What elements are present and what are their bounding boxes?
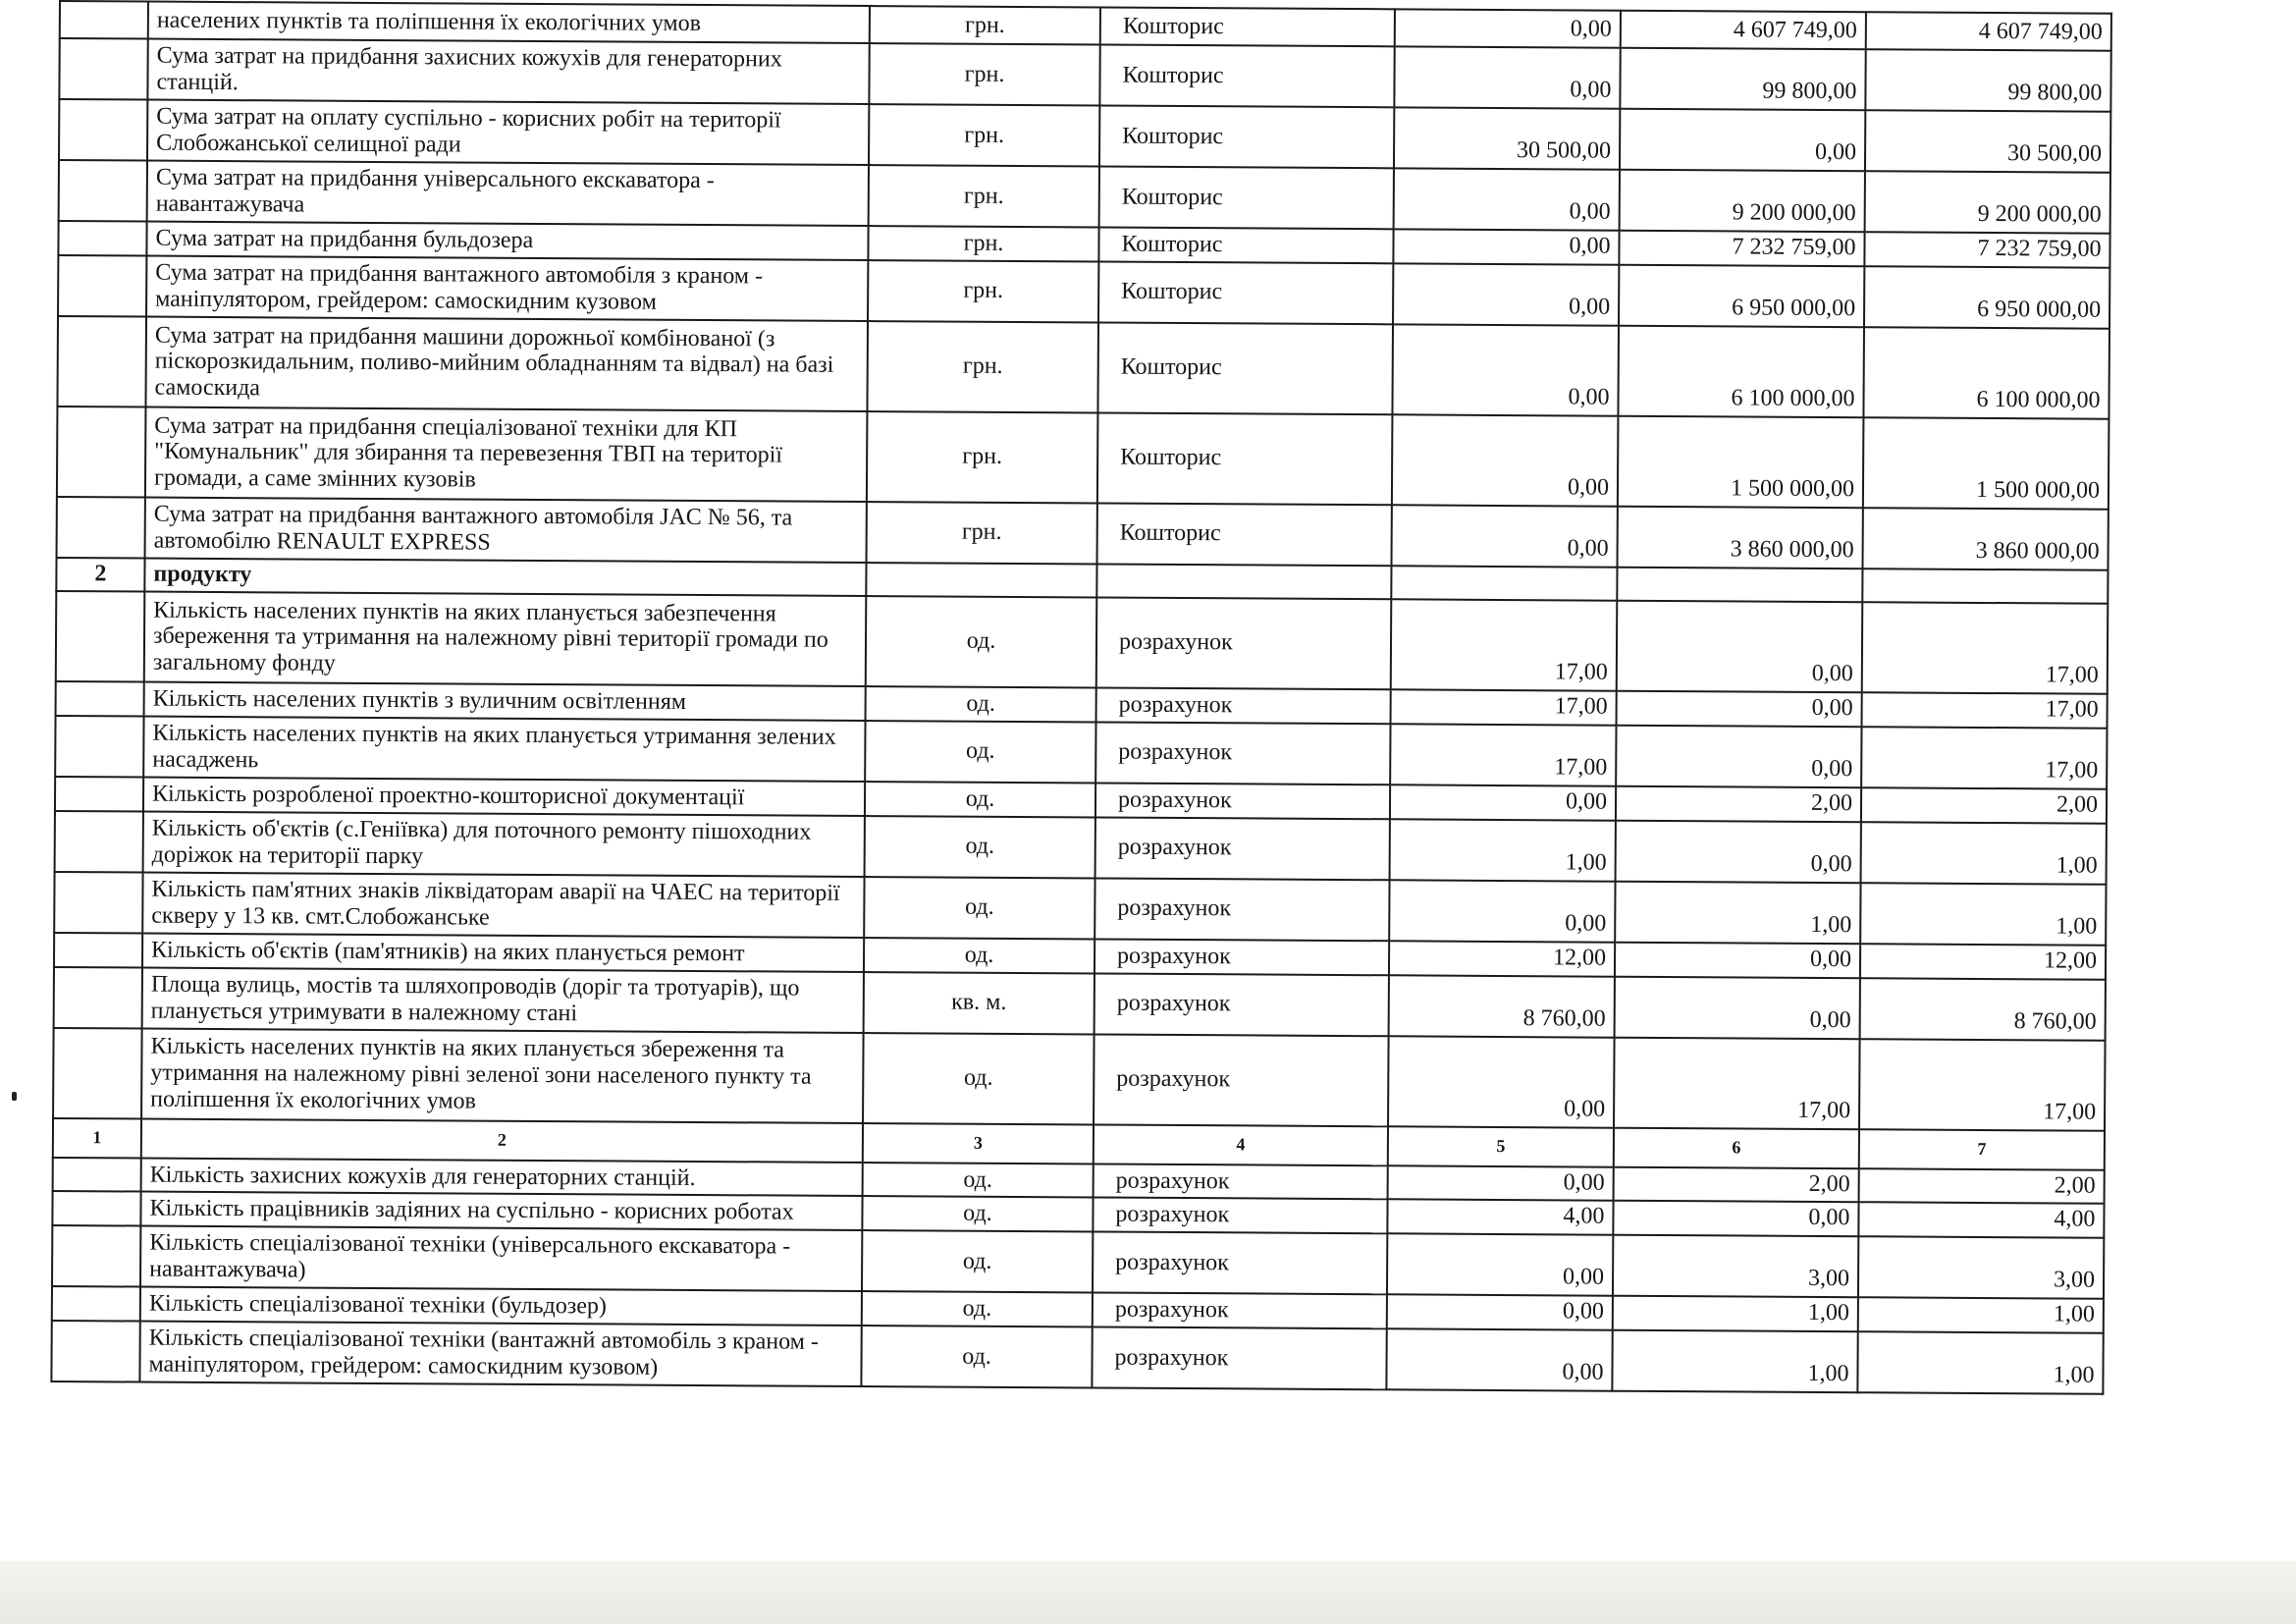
unit-cell: грн.	[868, 260, 1098, 322]
value-special-fund-cell: 3,00	[1613, 1235, 1858, 1298]
value-special-fund-cell: 0,00	[1615, 976, 1860, 1039]
scan-bottom-margin	[0, 1561, 2296, 1624]
indicator-name-cell: Кількість працівників задіяних на суспільно - корисних роботах	[140, 1192, 862, 1230]
unit-cell: грн.	[869, 43, 1099, 105]
value-total-cell: 6 100 000,00	[1863, 327, 2109, 419]
indicator-name-cell: Кількість спеціалізованої техніки (універсального екскаватора - навантажувача)	[140, 1226, 862, 1291]
value-total-cell: 6 950 000,00	[1864, 266, 2109, 329]
value-total-cell: 8 760,00	[1860, 978, 2106, 1041]
source-cell: розрахунок	[1095, 783, 1390, 819]
value-total-cell: 17,00	[1862, 692, 2108, 728]
row-number-cell	[57, 406, 146, 498]
value-general-fund-cell: 0,00	[1393, 263, 1619, 325]
row-number-cell	[59, 160, 147, 222]
row-number-cell	[52, 1286, 140, 1321]
value-special-fund-cell: 1 500 000,00	[1618, 416, 1864, 509]
unit-cell: од.	[865, 782, 1095, 817]
scan-mark	[12, 1092, 17, 1101]
value-special-fund-cell: 99 800,00	[1620, 48, 1865, 111]
value-total-cell: 1,00	[1860, 883, 2106, 946]
indicator-name-cell: Кількість населених пунктів з вуличним освітленням	[144, 681, 866, 720]
value-special-fund-cell: 6 100 000,00	[1618, 326, 1864, 418]
value-special-fund-cell: 0,00	[1616, 725, 1861, 787]
value-special-fund-cell: 0,00	[1615, 942, 1860, 977]
unit-cell: од.	[863, 1033, 1095, 1124]
source-cell: розрахунок	[1094, 1164, 1388, 1200]
table-row	[57, 316, 2109, 419]
value-special-fund-cell: 1,00	[1615, 881, 1860, 944]
unit-cell: од.	[866, 596, 1097, 687]
column-number-cell: 2	[141, 1118, 863, 1162]
source-cell: Кошторис	[1097, 412, 1393, 505]
value-total-cell: 17,00	[1861, 727, 2107, 789]
value-general-fund-cell: 17,00	[1391, 689, 1617, 725]
source-cell: розрахунок	[1095, 722, 1390, 785]
unit-cell: од.	[864, 877, 1095, 939]
value-total-cell: 7 232 759,00	[1864, 232, 2109, 267]
value-special-fund-cell: 3 860 000,00	[1618, 507, 1863, 569]
value-total-cell: 3,00	[1858, 1236, 2104, 1299]
value-general-fund-cell: 0,00	[1387, 1234, 1613, 1296]
unit-cell: грн.	[868, 226, 1098, 261]
column-number-cell: 5	[1388, 1126, 1614, 1166]
source-cell: Кошторис	[1099, 166, 1394, 229]
value-special-fund-cell: 4 607 749,00	[1621, 11, 1866, 50]
indicator-name-cell: Кількість населених пунктів на яких планується утримання зелених насаджень	[143, 716, 865, 781]
value-general-fund-cell: 12,00	[1389, 941, 1615, 976]
indicator-name-cell: Сума затрат на придбання машини дорожньої комбінованої (з піскорозкидальним, поливо-мийним обладнанням та відвал) на базі самоскида	[145, 316, 868, 410]
value-special-fund-cell: 9 200 000,00	[1620, 170, 1865, 233]
source-cell: розрахунок	[1095, 878, 1389, 941]
value-general-fund-cell: 0,00	[1392, 414, 1619, 506]
source-cell: розрахунок	[1095, 817, 1390, 880]
source-cell: Кошторис	[1099, 105, 1394, 168]
source-cell: розрахунок	[1096, 597, 1392, 689]
value-general-fund-cell: 0,00	[1392, 505, 1618, 567]
value-special-fund-cell: 0,00	[1617, 601, 1863, 693]
section-title: продукту	[144, 558, 866, 595]
row-number-cell	[56, 681, 144, 716]
value-total-cell: 3 860 000,00	[1862, 508, 2108, 570]
value-general-fund-cell: 0,00	[1393, 229, 1619, 264]
value-general-fund-cell: 17,00	[1391, 599, 1618, 690]
column-number-cell: 4	[1094, 1124, 1388, 1165]
value-special-fund-cell: 1,00	[1613, 1296, 1858, 1331]
value-total-cell: 1,00	[1857, 1331, 2103, 1394]
value-total-cell: 17,00	[1862, 602, 2109, 694]
indicator-name-cell: Кількість населених пунктів на яких планується забезпечення збереження та утримання на належному рівні території громади по загальному фонду	[144, 591, 867, 685]
row-number-cell	[56, 591, 145, 682]
value-total-cell: 99 800,00	[1865, 49, 2110, 112]
value-general-fund-cell: 17,00	[1390, 724, 1616, 785]
row-number-cell	[54, 966, 142, 1028]
value-special-fund-cell: 1,00	[1612, 1330, 1857, 1393]
unit-cell: кв. м.	[864, 972, 1095, 1034]
section-number: 2	[56, 558, 144, 592]
indicator-name-cell: Сума затрат на оплату суспільно - корисних робіт на території Слобожанської селищної ради	[147, 100, 869, 165]
source-cell: Кошторис	[1097, 503, 1392, 566]
row-number-cell	[53, 1027, 142, 1118]
value-general-fund-cell: 0,00	[1388, 1036, 1615, 1127]
indicator-name-cell: Кількість спеціалізованої техніки (вантажнй автомобіль з краном - маніпулятором, грейдером: самоскидним кузовом)	[139, 1322, 861, 1386]
value-total-cell: 2,00	[1861, 787, 2107, 823]
source-cell: Кошторис	[1098, 227, 1393, 263]
indicator-name-cell: Сума затрат на придбання захисних кожухів для генераторних станцій.	[147, 39, 869, 104]
row-number-cell	[54, 933, 142, 967]
value-special-fund-cell: 7 232 759,00	[1619, 231, 1864, 266]
unit-cell: грн.	[867, 502, 1097, 564]
row-number-cell	[59, 99, 147, 161]
value-total-cell: 12,00	[1860, 944, 2106, 979]
row-number-cell	[57, 316, 146, 407]
row-number-cell	[52, 1225, 140, 1287]
value-general-fund-cell: 0,00	[1394, 168, 1620, 230]
indicator-name-cell: Сума затрат на придбання спеціалізованої техніки для КП "Комунальник" для збирання та перевезення ТВП на території громади, а саме змінних кузовів	[145, 406, 868, 501]
source-cell: розрахунок	[1094, 1034, 1389, 1126]
empty-cell	[1096, 564, 1391, 599]
value-total-cell: 30 500,00	[1865, 110, 2110, 173]
table-body	[51, 1, 2111, 1394]
row-number-cell	[52, 1191, 140, 1225]
value-general-fund-cell: 0,00	[1390, 785, 1616, 820]
value-general-fund-cell: 30 500,00	[1394, 107, 1620, 169]
source-cell: розрахунок	[1093, 1232, 1387, 1295]
unit-cell: од.	[864, 938, 1095, 973]
source-cell: розрахунок	[1093, 1198, 1387, 1234]
unit-cell: од.	[865, 721, 1095, 783]
empty-cell	[1617, 568, 1862, 603]
value-total-cell: 1,00	[1858, 1297, 2104, 1332]
value-special-fund-cell: 0,00	[1620, 109, 1865, 172]
indicator-name-cell: Сума затрат на придбання вантажного автомобіля з краном - маніпулятором, грейдером: самоскидним кузовом	[146, 255, 868, 320]
indicator-name-cell: Кількість об'єктів (пам'ятників) на яких планується ремонт	[142, 933, 864, 971]
unit-cell: грн.	[867, 411, 1098, 503]
value-special-fund-cell: 0,00	[1617, 691, 1862, 727]
indicators-table	[50, 0, 2112, 1395]
value-total-cell: 1,00	[1861, 822, 2107, 885]
value-general-fund-cell: 4,00	[1387, 1200, 1613, 1235]
value-general-fund-cell: 8 760,00	[1389, 975, 1615, 1037]
value-general-fund-cell: 1,00	[1390, 819, 1616, 881]
value-general-fund-cell: 0,00	[1392, 324, 1619, 415]
indicator-name-cell: населених пунктів та поліпшення їх екологічних умов	[148, 2, 870, 43]
value-total-cell: 9 200 000,00	[1865, 171, 2110, 234]
value-special-fund-cell: 2,00	[1616, 785, 1861, 821]
value-general-fund-cell: 0,00	[1389, 880, 1615, 942]
value-general-fund-cell: 0,00	[1394, 46, 1620, 108]
source-cell: розрахунок	[1092, 1327, 1386, 1390]
column-number-cell: 6	[1614, 1127, 1859, 1168]
value-total-cell: 4 607 749,00	[1866, 12, 2111, 51]
unit-cell: грн.	[869, 104, 1099, 166]
value-total-cell: 2,00	[1859, 1168, 2105, 1204]
indicator-name-cell: Площа вулиць, мостів та шляхопроводів (доріг та тротуарів), що планується утримувати в належному стані	[142, 967, 864, 1032]
empty-cell	[1391, 566, 1617, 600]
unit-cell: од.	[862, 1196, 1093, 1231]
column-number-cell: 7	[1859, 1129, 2105, 1170]
value-special-fund-cell: 0,00	[1613, 1201, 1858, 1236]
unit-cell: грн.	[870, 6, 1100, 44]
row-number-cell	[55, 811, 143, 873]
source-cell: Кошторис	[1099, 44, 1394, 107]
indicator-name-cell: Кількість спеціалізованої техніки (бульдозер)	[140, 1287, 862, 1326]
row-number-cell	[57, 497, 145, 559]
indicator-name-cell: Кількість об'єктів (с.Геніївка) для поточного ремонту пішоходних доріжок на території парку	[143, 811, 865, 876]
indicator-name-cell: Кількість населених пунктів на яких планується збереження та утримання на належному рівні зеленої зони населеного пункту та поліпшення їх екологічних умов	[141, 1028, 864, 1122]
table-row	[56, 591, 2109, 694]
row-number-cell	[55, 716, 143, 778]
source-cell: розрахунок	[1095, 973, 1389, 1036]
unit-cell: од.	[866, 686, 1096, 722]
column-number-cell: 1	[53, 1117, 141, 1158]
empty-cell	[1862, 568, 2108, 604]
unit-cell: од.	[861, 1326, 1092, 1387]
value-general-fund-cell: 0,00	[1387, 1295, 1613, 1330]
source-cell: розрахунок	[1093, 1293, 1387, 1329]
value-total-cell: 17,00	[1859, 1039, 2106, 1131]
source-cell: розрахунок	[1095, 939, 1389, 975]
source-cell: Кошторис	[1098, 261, 1393, 324]
row-number-cell	[58, 255, 146, 317]
table-row	[53, 1027, 2106, 1130]
row-number-cell	[54, 872, 142, 934]
unit-cell: од.	[863, 1163, 1094, 1198]
value-total-cell: 1 500 000,00	[1863, 417, 2109, 510]
source-cell: Кошторис	[1100, 7, 1395, 46]
source-cell: Кошторис	[1097, 322, 1393, 414]
table-row	[57, 406, 2109, 510]
source-cell: розрахунок	[1096, 687, 1391, 724]
table-row	[51, 1321, 2103, 1394]
value-special-fund-cell: 2,00	[1614, 1166, 1859, 1202]
unit-cell: од.	[862, 1291, 1093, 1326]
indicator-name-cell: Кількість захисних кожухів для генераторних станцій.	[141, 1158, 863, 1196]
row-number-cell	[58, 221, 146, 255]
value-total-cell: 4,00	[1858, 1203, 2104, 1238]
value-special-fund-cell: 6 950 000,00	[1619, 265, 1864, 328]
unit-cell: грн.	[869, 165, 1099, 227]
row-number-cell	[59, 38, 147, 100]
row-number-cell	[55, 777, 143, 811]
unit-cell: од.	[862, 1230, 1093, 1292]
empty-cell	[866, 563, 1096, 597]
value-general-fund-cell: 0,00	[1388, 1165, 1614, 1201]
indicator-name-cell: Кількість пам'ятних знаків ліквідаторам аварії на ЧАЕС на території скверу у 13 кв. смт.Слобожанське	[142, 872, 864, 937]
indicator-name-cell: Сума затрат на придбання бульдозера	[146, 222, 868, 260]
value-general-fund-cell: 0,00	[1386, 1328, 1612, 1390]
value-special-fund-cell: 17,00	[1614, 1037, 1860, 1129]
value-general-fund-cell: 0,00	[1395, 9, 1621, 47]
value-special-fund-cell: 0,00	[1616, 820, 1861, 883]
unit-cell: од.	[865, 816, 1095, 878]
row-number-cell	[60, 1, 148, 39]
indicator-name-cell: Сума затрат на придбання вантажного автомобіля JAC № 56, та автомобілю RENAULT EXPRESS	[145, 497, 867, 562]
indicator-name-cell: Сума затрат на придбання універсального екскаватора - навантажувача	[147, 161, 869, 226]
column-number-cell: 3	[863, 1123, 1094, 1164]
unit-cell: грн.	[867, 321, 1098, 412]
row-number-cell	[51, 1321, 139, 1382]
indicator-name-cell: Кількість розробленої проектно-кошторисної документації	[143, 777, 865, 815]
indicators-table-wrapper	[50, 0, 2110, 1395]
row-number-cell	[53, 1157, 141, 1191]
